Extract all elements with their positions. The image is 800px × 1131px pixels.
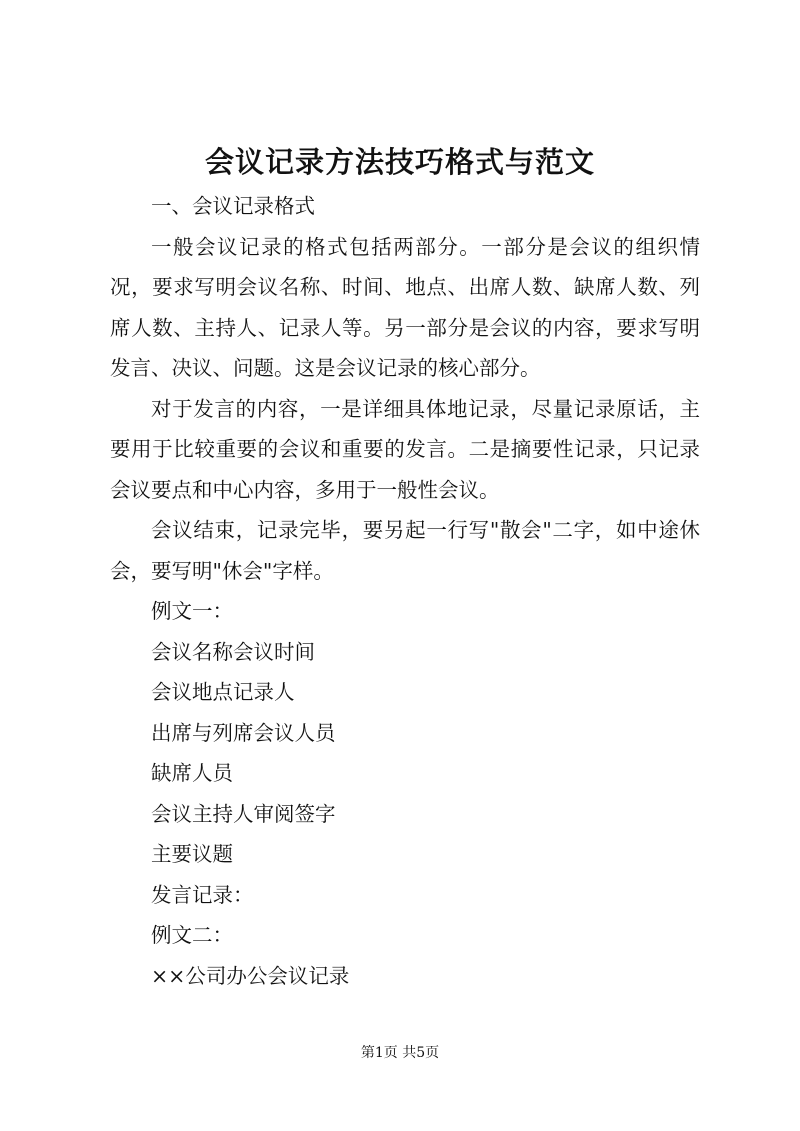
list-item: 出席与列席会议人员 [151, 720, 336, 745]
section-heading: 一、会议记录格式 [151, 194, 315, 218]
paragraph-format: 一般会议记录的格式包括两部分。一部分是会议的组织情况，要求写明会议名称、时间、地点、出席人数、缺席人数、列席人数、主持人、记录人等。另一部分是会议的内容，要求写明发言、决议、问题。这是会议记录的核心部分。 [110, 234, 700, 380]
paragraph-speech: 对于发言的内容，一是详细具体地记录，尽量记录原话，主要用于比较重要的会议和重要的发言。二是摘要性记录，只记录会议要点和中心内容，多用于一般性会议。 [110, 396, 700, 502]
list-item: ××公司办公会议记录 [151, 963, 350, 988]
paragraph-closing: 会议结束，记录完毕，要另起一行写"散会"二字，如中途休会，要写明"休会"字样。 [110, 518, 700, 583]
list-item: 会议名称会议时间 [151, 639, 315, 664]
page-number-footer: 第1页 共5页 [360, 1045, 440, 1061]
document-title: 会议记录方法技巧格式与范文 [204, 145, 595, 179]
list-item: 发言记录： [151, 882, 254, 907]
list-item: 会议主持人审阅签字 [151, 801, 336, 826]
list-item: 缺席人员 [151, 761, 233, 785]
example-two-label: 例文二： [151, 923, 233, 947]
document-body [110, 186, 700, 996]
list-item: 主要议题 [151, 842, 233, 866]
example-one-label: 例文一： [151, 599, 233, 623]
list-item: 会议地点记录人 [151, 680, 295, 704]
